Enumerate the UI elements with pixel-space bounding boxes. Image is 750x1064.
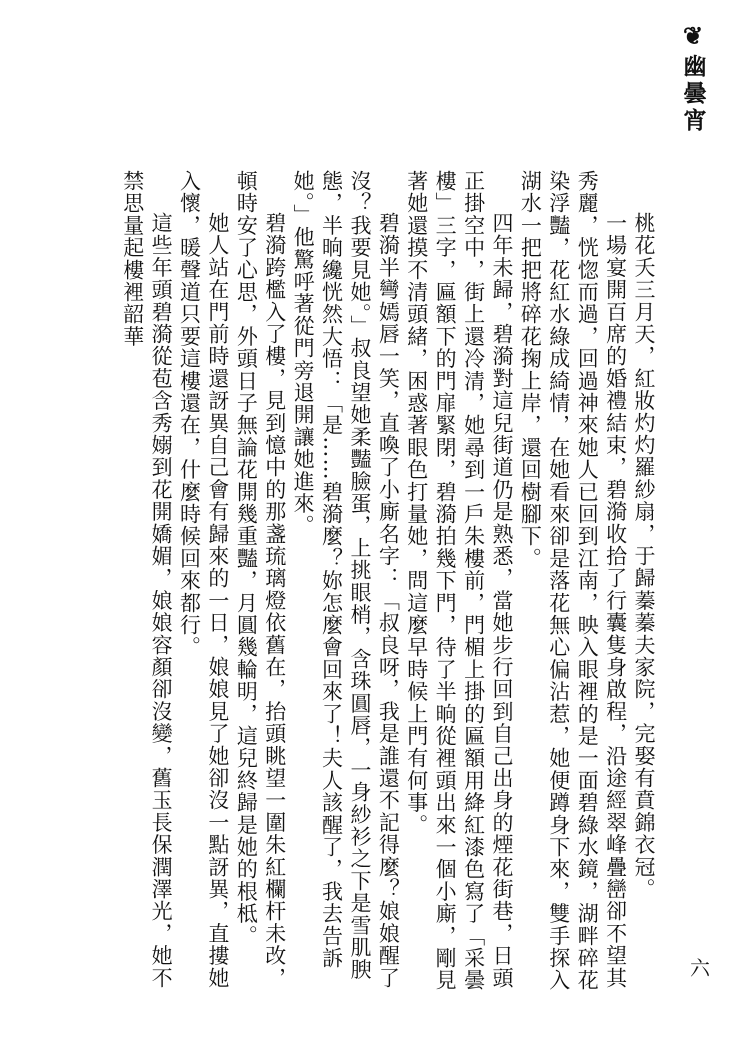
book-title: 幽曇宵	[679, 54, 707, 135]
text-body	[120, 170, 658, 1010]
paragraph: 她人站在門前時還訝異自己會有歸來的一日，娘娘見了她卻沒一點訝異，直摟她入懷，暖聲道只要這樓還在，什麼時候回來都行。	[177, 170, 230, 989]
paragraph: 一場宴開百席的婚禮結束，碧漪收拾了行囊隻身啟程，沿途經翠峰疊巒卻不望其秀麗，恍惚而過，回過神來她人已回到江南，映入眼裡的是一面碧綠水鏡，湖畔碎花染浮豔，花紅水綠成綺情，在她看來卻是落花無心偏沾惹，她便蹲身下來，雙手探入湖水一把把將碎花掬上岸，還回樹腳下。	[518, 170, 628, 992]
paragraph: 碧漪跨檻入了樓，見到憶中的那盞琉璃燈依舊在，抬頭眺望一圍朱紅欄杆未改，頓時安了心思，外頭日子無論花開幾重豔，月圓幾輪明，這兒終歸是她的根柢。	[234, 170, 287, 989]
paragraph: 四年未歸，碧漪對這兒街道仍是熟悉，當她步行回到自己出身的煙花街巷，日頭正掛空中，街上還冷清，她尋到一戶朱樓前，門楣上掛的匾額用絳紅漆色寫了「采曇樓」三字，匾額下的門扉緊閉，碧漪拍幾下門，待了半晌從裡頭出來一個小廝，剛見著她還摸不清頭緒，困惑著眼色打量她，問這麼早時候上門有何事。	[404, 170, 514, 992]
page-number: 六	[690, 956, 710, 980]
ornament-icon: ❦	[682, 21, 704, 50]
paragraph: 這些年頭碧漪從苞含秀嫋到花開嬌媚，娘娘容顏卻沒變，舊玉長保潤澤光，她不禁思量起樓裡韶華	[120, 170, 174, 989]
page-header	[668, 21, 718, 135]
paragraph: 碧漪半彎嫣唇一笑，直喚了小廝名字：「叔良呀，我是誰還不記得麼？娘娘醒了沒？我要見她。」叔良望她柔豔臉蛋，上挑眼梢，含珠圓唇，一身紗衫之下是雪肌腴態，半晌纔恍然大悟：「是……碧漪麼？妳怎麼會回來了！夫人該醒了，我去告訴她。」他驚呼著從門旁退開讓她進來。	[291, 170, 401, 989]
paragraph: 桃花夭三月天，紅妝灼灼羅紗扇，于歸蓁蓁夫家院，完娶有賁錦衣冠。	[632, 212, 656, 901]
